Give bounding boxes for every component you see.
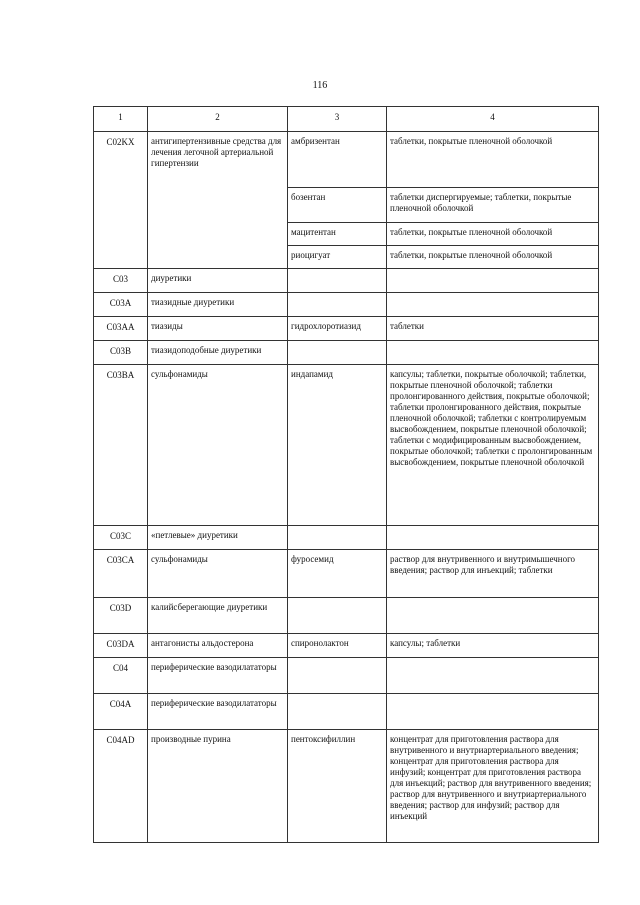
dosage-form-cell: таблетки, покрытые пленочной оболочкой [387, 132, 599, 188]
atc-code-cell: C03B [94, 341, 148, 365]
table-row [94, 341, 599, 365]
table-row [94, 526, 599, 550]
drug-cell [288, 526, 387, 550]
atc-code-cell: C03DA [94, 634, 148, 658]
group-cell: сульфонамиды [148, 365, 288, 526]
drug-cell: мацитентан [288, 223, 387, 246]
drug-cell [288, 598, 387, 634]
atc-code-cell: C03C [94, 526, 148, 550]
atc-code-cell: C02KX [94, 132, 148, 269]
dosage-form-cell [387, 269, 599, 293]
drug-cell: спиронолактон [288, 634, 387, 658]
atc-code-cell: C03AA [94, 317, 148, 341]
column-header-group: 2 [148, 107, 288, 132]
drug-cell [288, 658, 387, 694]
group-cell: тиазиды [148, 317, 288, 341]
dosage-form-cell [387, 526, 599, 550]
atc-code-cell: C03 [94, 269, 148, 293]
table-row [94, 598, 599, 634]
atc-code-cell: C03D [94, 598, 148, 634]
group-cell: периферические вазодилататоры [148, 658, 288, 694]
drug-cell [288, 293, 387, 317]
group-cell: диуретики [148, 269, 288, 293]
drug-cell: индапамид [288, 365, 387, 526]
dosage-form-cell: таблетки, покрытые пленочной оболочкой [387, 246, 599, 269]
drug-cell: гидрохлоротиазид [288, 317, 387, 341]
table-row [94, 658, 599, 694]
drug-cell: риоцигуат [288, 246, 387, 269]
dosage-form-cell: таблетки диспергируемые; таблетки, покрытые пленочной оболочкой [387, 188, 599, 223]
dosage-form-cell: капсулы; таблетки, покрытые оболочкой; таблетки, покрытые пленочной оболочкой; таблетки пролонгированного действия, покрытые оболочкой; таблетки пролонгированного действия, покрытые пленочной оболочкой; таблетки с контролируемым высвобождением, покрытые пленочной оболочкой; таблетки с модифицированным высвобождением, покрытые оболочкой; таблетки с пролонгированным высвобождением, покрытые пленочной оболочкой [387, 365, 599, 526]
dosage-form-cell [387, 598, 599, 634]
table-row [94, 293, 599, 317]
atc-code-cell: C03A [94, 293, 148, 317]
dosage-form-cell: таблетки [387, 317, 599, 341]
group-cell: антагонисты альдостерона [148, 634, 288, 658]
dosage-form-cell: раствор для внутривенного и внутримышечного введения; раствор для инъекций; таблетки [387, 550, 599, 598]
drug-cell: пентоксифиллин [288, 730, 387, 843]
column-header-form: 4 [387, 107, 599, 132]
group-cell: антигипертензивные средства для лечения легочной артериальной гипертензии [148, 132, 288, 269]
group-cell: тиазидоподобные диуретики [148, 341, 288, 365]
page-number: 116 [312, 80, 328, 91]
drug-cell [288, 341, 387, 365]
drug-cell: фуросемид [288, 550, 387, 598]
dosage-form-cell: таблетки, покрытые пленочной оболочкой [387, 223, 599, 246]
table-row [94, 132, 599, 188]
dosage-form-cell: концентрат для приготовления раствора для внутривенного и внутриартериального введения; концентрат для приготовления раствора для инфузий; концентрат для приготовления раствора для инъекций; раствор для внутривенного введения; раствор для внутривенного и внутриартериального введения; раствор для инфузий; раствор для инъекций [387, 730, 599, 843]
group-cell: калийсберегающие диуретики [148, 598, 288, 634]
drug-cell: бозентан [288, 188, 387, 223]
table-row [94, 317, 599, 341]
table-row [94, 694, 599, 730]
group-cell: производные пурина [148, 730, 288, 843]
drug-cell [288, 269, 387, 293]
column-header-drug: 3 [288, 107, 387, 132]
dosage-form-cell [387, 341, 599, 365]
dosage-form-cell: капсулы; таблетки [387, 634, 599, 658]
table-row [94, 550, 599, 598]
table-row [94, 365, 599, 526]
column-header-code: 1 [94, 107, 148, 132]
drug-cell: амбризентан [288, 132, 387, 188]
table-row [94, 269, 599, 293]
group-cell: тиазидные диуретики [148, 293, 288, 317]
drug-classification-table [93, 106, 599, 843]
atc-code-cell: C03CA [94, 550, 148, 598]
group-cell: «петлевые» диуретики [148, 526, 288, 550]
atc-code-cell: C04A [94, 694, 148, 730]
group-cell: сульфонамиды [148, 550, 288, 598]
atc-code-cell: C04 [94, 658, 148, 694]
dosage-form-cell [387, 694, 599, 730]
group-cell: периферические вазодилататоры [148, 694, 288, 730]
table-row [94, 634, 599, 658]
dosage-form-cell [387, 293, 599, 317]
atc-code-cell: C04AD [94, 730, 148, 843]
dosage-form-cell [387, 658, 599, 694]
table-row [94, 730, 599, 843]
atc-code-cell: C03BA [94, 365, 148, 526]
table-header-row [94, 107, 599, 132]
drug-cell [288, 694, 387, 730]
